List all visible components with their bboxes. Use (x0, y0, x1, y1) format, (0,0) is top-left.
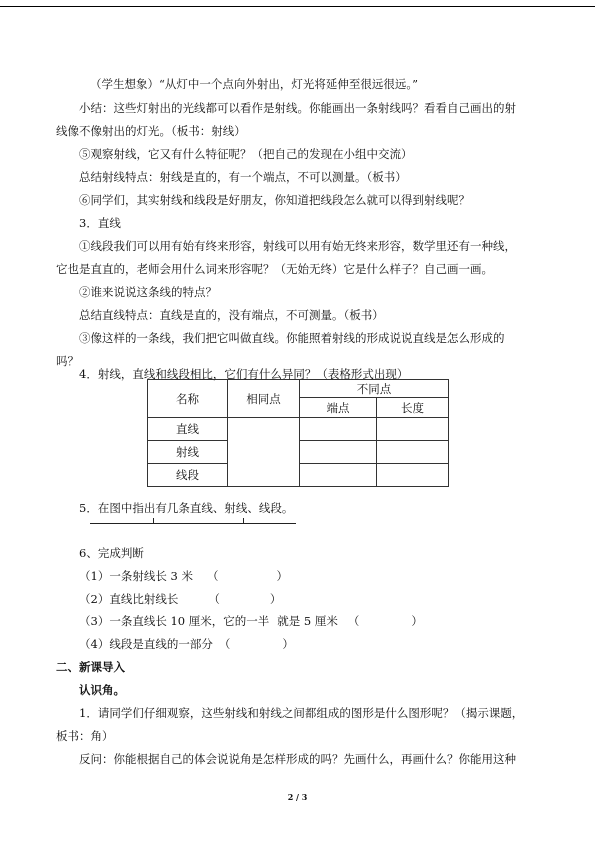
text-line: ③像这样的一条线，我们把它叫做直线。你能照着射线的形成说说直线是怎么形成的 (79, 331, 505, 345)
table-row-label: 射线 (148, 441, 228, 464)
judgment-item (79, 637, 294, 652)
section-heading: 3．直线 (79, 216, 121, 230)
header-rule (0, 6, 595, 7)
section-heading: 4．射线，直线和线段相比，它们有什么异同？（表格形式出现） (79, 367, 409, 381)
section-heading: 6、完成判断 (79, 546, 144, 560)
section-title: 二、新课导入 (56, 660, 125, 674)
table-cell (300, 464, 377, 487)
page-number: 2 / 3 (287, 792, 308, 802)
section-heading: 5．在图中指出有几条直线、射线、线段。 (79, 501, 294, 515)
judgment-item (79, 569, 288, 584)
table-header-diff: 不同点 (300, 380, 449, 398)
text-line: （学生想象）“从灯中一个点向外射出，灯光将延伸至很远很远。” (90, 77, 419, 91)
table-header-end: 端点 (300, 398, 377, 418)
text-line: ⑤观察射线，它又有什么特征呢？（把自己的发现在小组中交流） (79, 147, 413, 161)
text-line: 总结直线特点：直线是直的，没有端点，不可测量。（板书） (79, 308, 384, 322)
answer-paren-close: ） (276, 569, 288, 583)
text-line: ⑥同学们，其实射线和线段是好朋友，你知道把线段怎么就可以得到射线呢？ (79, 193, 470, 207)
judgment-text: 就是 5 厘米 (277, 614, 338, 628)
line-figure-tick (243, 518, 244, 524)
table-header-name: 名称 (148, 380, 228, 418)
text-line: 吗？ (56, 354, 79, 368)
judgment-text: （4）线段是直线的一部分 (79, 637, 213, 651)
comparison-table (147, 379, 449, 487)
table-cell (377, 441, 449, 464)
judgment-text: （3）一条直线长 10 厘米，它的一半 (79, 614, 270, 628)
text-line: 板书：角） (56, 729, 114, 743)
text-line: 线像不像射出的灯光。（板书：射线） (56, 124, 246, 138)
subsection-title: 认识角。 (79, 683, 125, 697)
table-cell (300, 418, 377, 441)
line-figure-tick (153, 518, 154, 524)
answer-paren-open: （ (208, 592, 220, 606)
table-cell (300, 441, 377, 464)
text-line: ②谁来说说这条线的特点？ (79, 285, 217, 299)
answer-paren-close: ） (411, 614, 423, 628)
table-cell (377, 464, 449, 487)
judgment-text: （2）直线比射线长 (79, 592, 179, 606)
text-line: 反问：你能根据自己的体会说说角是怎样形成的吗？先画什么，再画什么？你能用这种 (79, 752, 516, 766)
answer-paren-close: ） (269, 592, 282, 606)
text-line: ①线段我们可以用有始有终来形容，射线可以用有始无终来形容，数学里还有一种线， (79, 239, 516, 253)
judgment-text: （1）一条射线长 3 米 (79, 569, 193, 583)
answer-paren-close: ） (282, 637, 294, 651)
judgment-item (79, 614, 423, 629)
text-line: 1．请同学们仔细观察，这些射线和射线之间都组成的图形是什么图形呢？（揭示课题， (79, 706, 524, 720)
table-header-len: 长度 (377, 398, 449, 418)
text-line: 小结：这些灯射出的光线都可以看作是射线。你能画出一条射线吗？看看自己画出的射 (79, 101, 516, 115)
answer-paren-open: （ (347, 614, 360, 628)
answer-paren-open: （ (206, 569, 219, 583)
table-cell-same (228, 418, 300, 487)
table-row-label: 直线 (148, 418, 228, 441)
table-cell (377, 418, 449, 441)
line-figure (90, 523, 296, 524)
text-line: 它也是直直的，老师会用什么词来形容呢？（无始无终）它是什么样子？自己画一画。 (56, 262, 493, 276)
judgment-item (79, 592, 281, 607)
answer-paren-open: （ (218, 637, 231, 651)
table-header-same: 相同点 (228, 380, 300, 418)
table-row-label: 线段 (148, 464, 228, 487)
text-line: 总结射线特点：射线是直的，有一个端点，不可以测量。（板书） (79, 170, 407, 184)
